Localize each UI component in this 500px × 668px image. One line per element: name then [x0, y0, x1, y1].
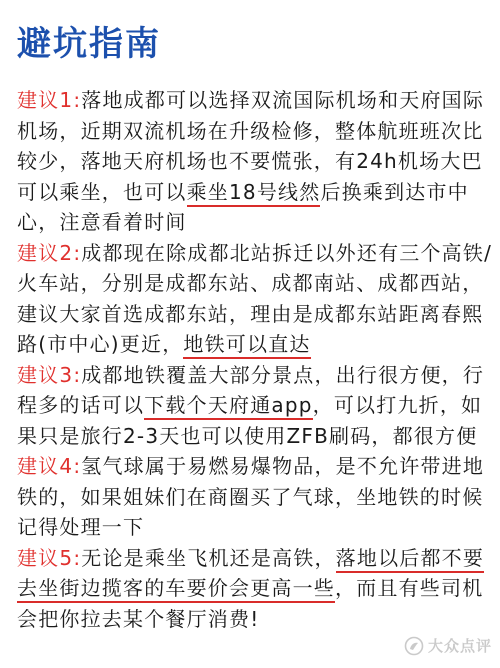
text-segment: 后换乘到达市中 [320, 179, 469, 204]
tip-label: 建议4: [17, 454, 82, 478]
text-line [17, 543, 493, 574]
text-segment: 心，注意看着时间 [17, 210, 187, 234]
text-line [17, 360, 493, 391]
underlined-segment: 乘坐18号线然 [187, 180, 321, 207]
watermark-text: 大众点评 [427, 637, 492, 655]
text-line [17, 329, 493, 360]
tip-label: 建议2: [17, 240, 82, 265]
text-segment: ，而且有些司机 [335, 576, 484, 600]
tip-5 [17, 543, 493, 635]
text-line [17, 512, 493, 543]
text-segment: 较少，落地天府机场也不要慌张，有24h机场大巴 [17, 149, 483, 173]
underlined-segment: 去坐街边揽客的车要价会更高一些 [17, 576, 335, 603]
text-line [17, 604, 493, 635]
text-segment: 建议大家首选成都东站，理由是成都东站距离春熙 [17, 301, 484, 326]
text-line [17, 146, 493, 177]
text-line [17, 451, 493, 482]
text-line [17, 116, 493, 147]
underlined-segment: 地铁可以直达 [183, 332, 310, 359]
underlined-segment: 下载个天府通app [144, 393, 312, 420]
text-segment: 机场，近期双流机场在升级检修，整体航班班次比 [17, 118, 484, 143]
text-line [17, 207, 493, 238]
text-segment: 无论是乘坐飞机还是高铁， [81, 545, 336, 570]
text-line [17, 573, 493, 604]
text-segment: 路(市中心)更近， [17, 332, 184, 356]
text-segment: 氢气球属于易燃易爆物品，是不允许带进地 [81, 454, 485, 478]
underlined-segment: 落地以后都不要 [336, 546, 484, 573]
page-title: 避坑指南 [17, 24, 161, 64]
text-segment: 程多的话可以 [17, 393, 145, 417]
text-line [17, 482, 493, 513]
text-line [17, 268, 493, 299]
text-segment: 会把你拉去某个餐厅消费! [17, 606, 260, 631]
text-segment: ，可以打九折，如 [312, 393, 483, 417]
text-segment: 可以乘坐，也可以 [17, 179, 187, 204]
text-line [17, 299, 493, 330]
text-segment: 铁的，如果姐妹们在商圈买了气球，坐地铁的时候 [17, 484, 484, 509]
text-segment: 成都地铁覆盖大部分景点，出行很方便，行 [81, 362, 485, 387]
text-segment: 果只是旅行2-3天也可以使用ZFB刷码，都很方便 [17, 423, 478, 448]
tip-3 [17, 360, 493, 452]
text-line [17, 421, 493, 452]
text-line [17, 177, 493, 208]
text-segment: 记得处理一下 [17, 515, 145, 539]
text-line [17, 238, 493, 269]
tip-label: 建议3: [17, 362, 82, 387]
text-line [17, 390, 493, 421]
tip-label: 建议1: [17, 88, 82, 112]
tip-1 [17, 85, 493, 238]
watermark [404, 635, 492, 656]
tip-label: 建议5: [17, 545, 82, 570]
tips-list [17, 85, 493, 634]
text-line [17, 85, 493, 116]
text-segment: 火车站，分别是成都东站、成都南站、成都西站， [17, 271, 484, 295]
tip-2 [17, 238, 493, 360]
dianping-logo-icon [404, 636, 424, 656]
text-segment: 成都现在除成都北站拆迁以外还有三个高铁/ [81, 240, 493, 265]
tip-4 [17, 451, 493, 543]
text-segment: 落地成都可以选择双流国际机场和天府国际 [81, 88, 485, 112]
